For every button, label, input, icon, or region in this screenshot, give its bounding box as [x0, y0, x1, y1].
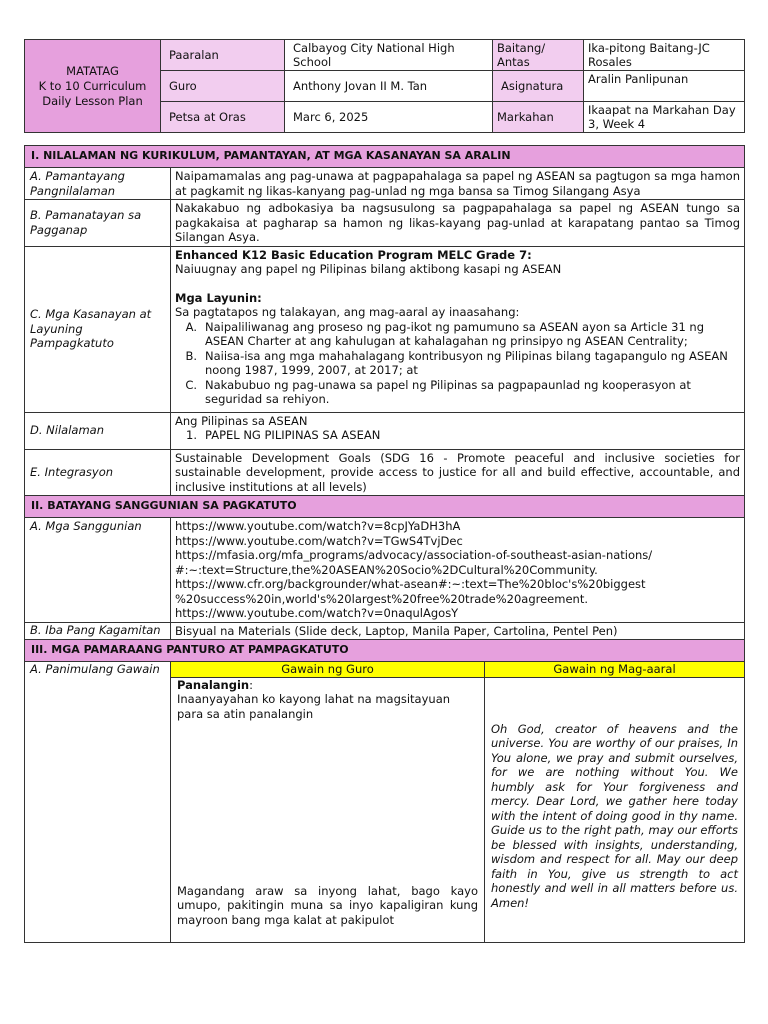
row-content: Naipamamalas ang pag-unawa at pagpapahalaga sa papel ng ASEAN sa pagtugon sa mga hamon at pagkamit ng likas-kanyang pag-unlad ng mga bansa sa Timog Silangang Asya [171, 168, 745, 200]
layunin-item: B. Naiisa-isa ang mga mahahalagang kontribusyon ng Pilipinas bilang tagapangulo ng ASEAN noong 1987, 1999, 2007, at 2017; at [185, 348, 728, 377]
row-nilalaman [25, 412, 745, 449]
header-label: Petsa at Oras [161, 102, 285, 133]
row-label: A. Pamantayang Pangnilalaman [25, 168, 171, 200]
row-label: A. Panimulang Gawain [25, 662, 171, 943]
row-label: A. Mga Sanggunian [25, 518, 171, 623]
header-value: Ika-pitong Baitang-JC Rosales [584, 40, 745, 71]
magaaral-activity-cell [485, 677, 745, 942]
row-kasanayan [25, 246, 745, 412]
reference-link[interactable]: https://www.cfr.org/backgrounder/what-asean#:~:text=The%20bloc's%20biggest [175, 577, 646, 591]
plan-title [25, 40, 161, 133]
section-header-sanggunian [25, 496, 745, 518]
row-pamantayan-pagganap [25, 200, 745, 247]
layunin-item: A. Naipaliliwanag ang proseso ng pag-ikot ng pamumuno sa ASEAN ayon sa Article 31 ng ASEAN Charter at ang kahulugan at kahalagahan ng prinsipyo ng ASEAN Centrality; [185, 319, 705, 348]
panalangin-heading: Panalangin: [177, 677, 253, 692]
plan-title-line: K to 10 Curriculum [38, 78, 147, 93]
layunin-item: C. Nakabubuo ng pag-unawa sa papel ng Pilipinas sa pagpapaunlad ng kooperasyon at seguridad sa rehiyon. [185, 377, 691, 406]
nilalaman-list [175, 428, 740, 443]
section-header-pamaraan [25, 640, 745, 662]
melc-text: Naiuugnay ang papel ng Pilipinas bilang aktibong kasapi ng ASEAN [175, 262, 562, 276]
guro-greeting-text: Magandang araw sa inyong lahat, bago kayo umupo, pakitingin muna sa inyo kapaligiran kung mayroon bang mga kalat at pakipulot [177, 883, 478, 927]
header-label: Baitang/ Antas [493, 40, 584, 71]
reference-link[interactable]: https://www.youtube.com/watch?v=0naqulAgosY [175, 606, 459, 620]
reference-link[interactable]: #:~:text=Structure,the%20ASEAN%20Socio%2DCultural%20Community. [175, 562, 598, 577]
guro-activity-cell [171, 677, 485, 942]
row-label: C. Mga Kasanayan at Layuning Pampagkatuto [25, 246, 171, 412]
row-label: E. Integrasyon [25, 449, 171, 496]
row-integrasyon [25, 449, 745, 496]
header-label: Markahan [493, 102, 584, 133]
row-pamantayang-pangnilalaman [25, 168, 745, 200]
prayer-text: Oh God, creator of heavens and the universe. You are worthy of our praises, In You alone, we pray and submit ourselves, for we are nothing without You. We humbly ask for Your forgiveness and mercy. Dear Lord, we gather here today with the intent of doing good in thy name. Guide us to the right path, may our efforts be blessed with insights, understanding, wisdom and respect for all. May our deep faith in You, give us strength to act honestly and well in all matters before us. Amen! [491, 721, 738, 910]
header-value: Aralin Panlipunan [584, 71, 745, 102]
row-label: B. Pamanatayan sa Pagganap [25, 200, 171, 247]
header-label: Paaralan [161, 40, 285, 71]
row-content [171, 518, 745, 623]
row-label: D. Nilalaman [25, 412, 171, 449]
row-content: Nakakabuo ng adbokasiya ba nagsusulong sa pagpapahalaga sa papel ng ASEAN tungo sa pagkakaisa at pagharap sa hamon ng likas-kayang pag-unlad at karapatang pantao sa Timog Silangan Asya. [171, 200, 745, 247]
section-header-curriculum [25, 146, 745, 168]
header-row-school [25, 40, 745, 71]
row-content [171, 246, 745, 412]
row-iba-pang-kagamitan [25, 622, 745, 640]
section-title: I. NILALAMAN NG KURIKULUM, PAMANTAYAN, AT MGA KASANAYAN SA ARALIN [25, 146, 745, 168]
reference-link[interactable]: https://www.youtube.com/watch?v=8cpJYaDH3hA [175, 519, 461, 533]
column-header-magaaral: Gawain ng Mag-aaral [485, 662, 745, 678]
nilalaman-intro: Ang Pilipinas sa ASEAN [175, 413, 308, 428]
column-header-guro: Gawain ng Guro [171, 662, 485, 678]
reference-link[interactable]: %20success%20in,world's%20largest%20free%20trade%20agreement. [175, 591, 588, 606]
layunin-list [175, 320, 740, 407]
header-value: Marc 6, 2025 [285, 102, 493, 133]
guro-invite-text: Inaanyayahan ko kayong lahat na magsitayuan para sa atin panalangin [177, 692, 451, 721]
plan-title-line: Daily Lesson Plan [42, 93, 143, 108]
row-content: Sustainable Development Goals (SDG 16 - Promote peaceful and inclusive societies for sustainable development, provide access to justice for all and build effective, accountable, and inclusive institutions at all levels) [171, 449, 745, 496]
lesson-plan-table [24, 145, 745, 943]
header-value: Anthony Jovan II M. Tan [285, 71, 493, 102]
reference-link[interactable]: https://mfasia.org/mfa_programs/advocacy/association-of-southeast-asian-nations/ [175, 548, 653, 562]
plan-title-line: MATATAG [66, 63, 119, 78]
reference-link[interactable]: https://www.youtube.com/watch?v=TGwS4TvjDec [175, 533, 463, 548]
layunin-intro: Sa pagtatapos ng talakayan, ang mag-aaral ay inaasahang: [175, 305, 520, 319]
row-content [171, 412, 745, 449]
section-title: III. MGA PAMARAANG PANTURO AT PAMPAGKATUTO [25, 640, 745, 662]
header-label: Asignatura [493, 71, 584, 102]
row-sanggunian [25, 518, 745, 623]
nilalaman-item: 1. PAPEL NG PILIPINAS SA ASEAN [186, 428, 381, 442]
row-content: Bisyual na Materials (Slide deck, Laptop, Manila Paper, Cartolina, Pentel Pen) [171, 622, 745, 640]
header-value: Calbayog City National High School [285, 40, 493, 71]
melc-title: Enhanced K12 Basic Education Program MELC Grade 7: [175, 247, 532, 262]
lesson-plan-header-table [24, 39, 745, 133]
section-title: II. BATAYANG SANGGUNIAN SA PAGKATUTO [25, 496, 745, 518]
row-panimula-subheader [25, 662, 745, 678]
header-label: Guro [161, 71, 285, 102]
layunin-title: Mga Layunin: [175, 290, 262, 305]
row-label: B. Iba Pang Kagamitan [25, 622, 171, 640]
header-value: Ikaapat na Markahan Day 3, Week 4 [584, 102, 745, 133]
